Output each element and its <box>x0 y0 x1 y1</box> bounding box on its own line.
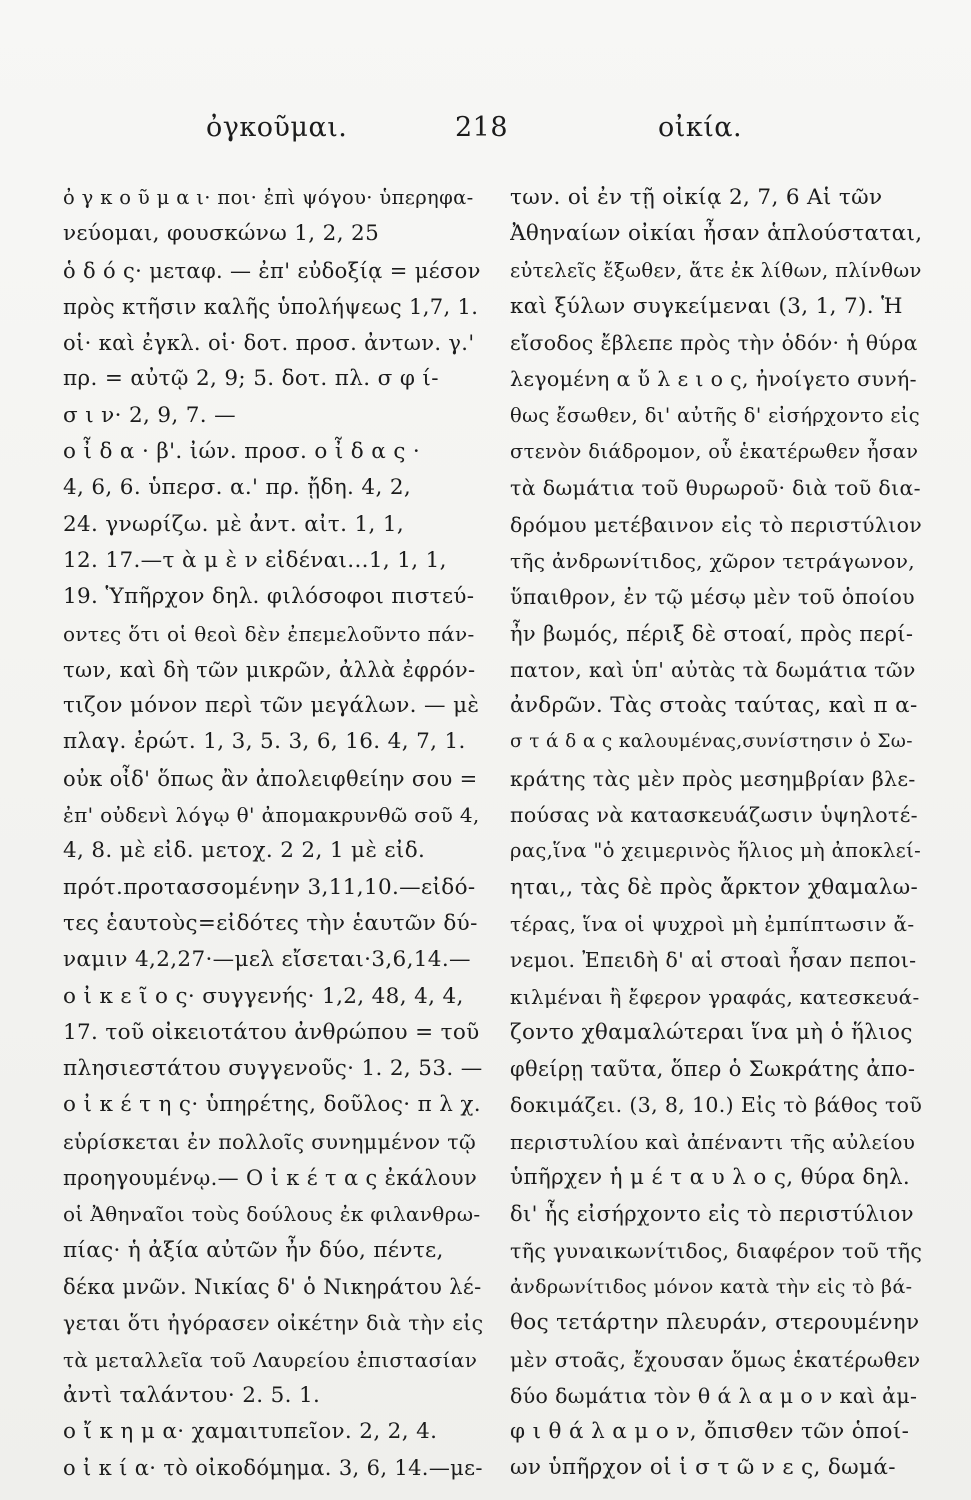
header-left-keyword: ὀγκοῦμαι. <box>206 112 348 143</box>
right-column-line: κιλμέναι ἢ ἔφερον γραφάς, κατεσκευά- <box>510 984 920 1009</box>
right-column-line: δοκιμάζει. (3, 8, 10.) Εἰς τὸ βάθος τοῦ <box>510 1093 922 1118</box>
left-column-line: πίας· ἡ ἀξία αὐτῶν ἦν δύο, πέντε, <box>63 1237 444 1263</box>
left-column-line: οἱ Ἀθηναῖοι τοὺς δούλους ἐκ φιλανθρω- <box>63 1202 481 1227</box>
left-column-line: οντες ὅτι οἱ θεοὶ δὲν ἐπεμελοῦντο πάν- <box>63 621 475 646</box>
right-column-line: ἀνδρωνίτιδος μόνον κατὰ τὴν εἰς τὸ βά- <box>510 1275 913 1298</box>
right-column-line: ὑπῆρχεν ἡ μ έ τ α υ λ ο ς, θύρα δηλ. <box>510 1165 911 1191</box>
right-column-line: πατον, καὶ ὑπ' αὐτὰς τὰ δωμάτια τῶν <box>510 657 916 682</box>
left-column-line: πρὸς κτῆσιν καλῆς ὑπολήψεως 1,7, 1. <box>63 294 479 319</box>
left-column-line: πρ. = αὐτῷ 2, 9; 5. δοτ. πλ. σ φ ί- <box>63 366 439 392</box>
right-column-line: φθείρῃ ταῦτα, ὅπερ ὁ Σωκράτης ἀπο- <box>510 1057 916 1082</box>
right-column-line: κράτης τὰς μὲν πρὸς μεσημβρίαν βλε- <box>510 766 916 791</box>
right-column-line: μὲν στοᾶς, ἔχουσαν ὅμως ἑκατέρωθεν <box>510 1347 921 1372</box>
left-column-line: ναμιν 4,2,27·—μελ εἴσεται·3,6,14.— <box>63 947 471 973</box>
left-column-line: 17. τοῦ οἰκειοτάτου ἀνθρώπου = τοῦ <box>63 1019 480 1045</box>
right-column-line: στενὸν διάδρομον, οὗ ἑκατέρωθεν ἦσαν <box>510 440 919 464</box>
right-column-line: σ τ ά δ α ς καλουμένας,συνίστησιν ὁ Σω- <box>510 731 913 753</box>
right-column-line: δύο δωμάτια τὸν θ ά λ α μ ο ν καὶ ἀμ- <box>510 1383 918 1408</box>
right-column-line: φ ι θ ά λ α μ ο ν, ὄπισθεν τῶν ὁποί- <box>510 1419 910 1445</box>
left-column-line: οἱ· καὶ ἐγκλ. οἱ· δοτ. προσ. ἀντων. γ.' <box>63 331 475 356</box>
left-column-line: ο ἰ κ έ τ η ς· ὑπηρέτης, δοῦλος· π λ χ. <box>63 1092 481 1118</box>
left-column-line: ο ἶ δ α · β'. ἰών. προσ. ο ἶ δ α ς · <box>63 439 421 465</box>
left-column-line: οὐκ οἶδ' ὅπως ἂν ἀπολειφθείην σου = <box>63 766 478 791</box>
right-column-line: τῆς ἀνδρωνίτιδος, χῶρον τετράγωνον, <box>510 548 916 573</box>
left-column-line: πλησιεστάτου συγγενοῦς· 1. 2, 53. — <box>63 1056 483 1082</box>
left-column-line: ἐπ' οὐδενὶ λόγῳ θ' ἀπομακρυνθῶ σοῦ 4, <box>63 803 480 828</box>
left-column-line: των, καὶ δὴ τῶν μικρῶν, ἀλλὰ ἐφρόν- <box>63 657 476 682</box>
header-right-keyword: οἰκία. <box>658 112 743 143</box>
page-number: 218 <box>455 112 509 143</box>
right-column-line: τέρας, ἵνα οἱ ψυχροὶ μὴ ἐμπίπτωσιν ἄ- <box>510 911 915 936</box>
left-column-line: γεται ὅτι ἠγόρασεν οἰκέτην διὰ τὴν εἰς <box>63 1311 483 1336</box>
right-column-line: ὕπαιθρον, ἐν τῷ μέσῳ μὲν τοῦ ὁποίου <box>510 585 915 610</box>
page-header <box>0 112 971 152</box>
right-column-line: δρόμου μετέβαινον εἰς τὸ περιστύλιον <box>510 512 922 537</box>
right-column-line: ων ὑπῆρχον οἱ ἱ σ τ ῶ ν ε ς, δωμά- <box>510 1455 896 1481</box>
right-column-line: εἴσοδος ἔβλεπε πρὸς τὴν ὁδόν· ἡ θύρα <box>510 331 918 356</box>
left-column-line: 24. γνωρίζω. μὲ ἀντ. αἰτ. 1, 1, <box>63 511 405 537</box>
left-column-line: πλαγ. ἐρώτ. 1, 3, 5. 3, 6, 16. 4, 7, 1. <box>63 729 466 755</box>
left-column-line: δέκα μνῶν. Νικίας δ' ὁ Νικηράτου λέ- <box>63 1274 482 1299</box>
right-column-line: τὰ δωμάτια τοῦ θυρωροῦ· διὰ τοῦ δια- <box>510 476 921 501</box>
right-column <box>510 180 922 1487</box>
right-column-line: πούσας νὰ κατασκευάζωσιν ὑψηλοτέ- <box>510 803 918 828</box>
right-column-line: εὐτελεῖς ἔξωθεν, ἅτε ἐκ λίθων, πλίνθων <box>510 258 922 282</box>
left-column-line: ὀ γ κ ο ῦ μ α ι· ποι· ἐπὶ ψόγου· ὑπερηφα- <box>63 186 474 209</box>
right-column-line: λεγομένη α ὔ λ ε ι ο ς, ἠνοίγετο συνή- <box>510 367 917 392</box>
left-column-line: προηγουμένῳ.— Ο ἰ κ έ τ α ς ἐκάλουν <box>63 1166 478 1191</box>
right-column-line: περιστυλίου καὶ ἀπέναντι τῆς αὐλείου <box>510 1129 916 1154</box>
left-column-line: 4, 6, 6. ὑπερσ. α.' πρ. ᾔδη. 4, 2, <box>63 475 412 501</box>
right-column-line: ἦν βωμός, πέριξ δὲ στοαί, πρὸς περί- <box>510 621 914 646</box>
right-column-line: θως ἔσωθεν, δι' αὐτῆς δ' εἰσήρχοντο εἰς <box>510 403 921 427</box>
left-column-line: ο ἰ κ ε ῖ ο ς· συγγενής· 1,2, 48, 4, 4, <box>63 983 464 1009</box>
left-column-line: πρότ.προτασσομένην 3,11,10.—εἰδό- <box>63 874 476 900</box>
left-column-line: ο ἰ κ ί α· τὸ οἰκοδόμημα. 3, 6, 14.—με- <box>63 1456 483 1481</box>
right-column-line: νεμοι. Ἐπειδὴ δ' αἱ στοαὶ ἦσαν πεποι- <box>510 948 917 973</box>
right-column-line: ζοντο χθαμαλώτεραι ἵνα μὴ ὁ ἥλιος <box>510 1019 913 1045</box>
left-column-line: 4, 8. μὲ εἰδ. μετοχ. 2 2, 1 μὲ εἰδ. <box>63 838 426 864</box>
right-column-line: ἀνδρῶν. Τὰς στοὰς ταύτας, καὶ π α- <box>510 693 918 719</box>
right-column-line: των. οἱ ἐν τῇ οἰκίᾳ 2, 7, 6 Αἱ τῶν <box>510 185 883 210</box>
left-column-line: ὁ δ ό ς· μεταφ. — ἐπ' εὐδοξίᾳ = μέσον <box>63 258 481 283</box>
right-column-line: Ἀθηναίων οἰκίαι ἦσαν ἁπλούσταται, <box>510 221 922 247</box>
left-column <box>63 180 483 1487</box>
right-column-line: ηται,, τὰς δὲ πρὸς ἄρκτον χθαμαλω- <box>510 874 919 900</box>
left-column-line: εὑρίσκεται ἐν πολλοῖς συνημμένον τῷ <box>63 1129 477 1154</box>
left-column-line: 19. Ὑπῆρχον δηλ. φιλόσοφοι πιστεύ- <box>63 584 475 610</box>
left-column-line: τιζον μόνον περὶ τῶν μεγάλων. — μὲ <box>63 693 480 719</box>
right-column-line: καὶ ξύλων συγκείμεναι (3, 1, 7). Ἡ <box>510 293 903 319</box>
right-column-line: δι' ἧς εἰσήρχοντο εἰς τὸ περιστύλιον <box>510 1202 914 1227</box>
right-column-line: θος τετάρτην πλευράν, στερουμένην <box>510 1310 920 1336</box>
left-column-line: τες ἑαυτοὺς=εἰδότες τὴν ἑαυτῶν δύ- <box>63 910 478 936</box>
left-column-line: ἀντὶ ταλάντου· 2. 5. 1. <box>63 1382 321 1408</box>
left-column-line: σ ι ν· 2, 9, 7. — <box>63 402 237 428</box>
right-column-line: ρας,ἵνα "ὁ χειμερινὸς ἥλιος μὴ ἀποκλεί- <box>510 839 922 863</box>
right-column-line: τῆς γυναικωνίτιδος, διαφέρον τοῦ τῆς <box>510 1238 922 1263</box>
left-column-line: ο ἴ κ η μ α· χαμαιτυπεῖον. 2, 2, 4. <box>63 1419 438 1445</box>
left-column-line: νεύομαι, φουσκώνω 1, 2, 25 <box>63 221 380 247</box>
left-column-line: τὰ μεταλλεῖα τοῦ Λαυρείου ἐπιστασίαν <box>63 1347 478 1372</box>
left-column-line: 12. 17.—τ ὰ μ ὲ ν εἰδέναι...1, 1, 1, <box>63 547 447 573</box>
